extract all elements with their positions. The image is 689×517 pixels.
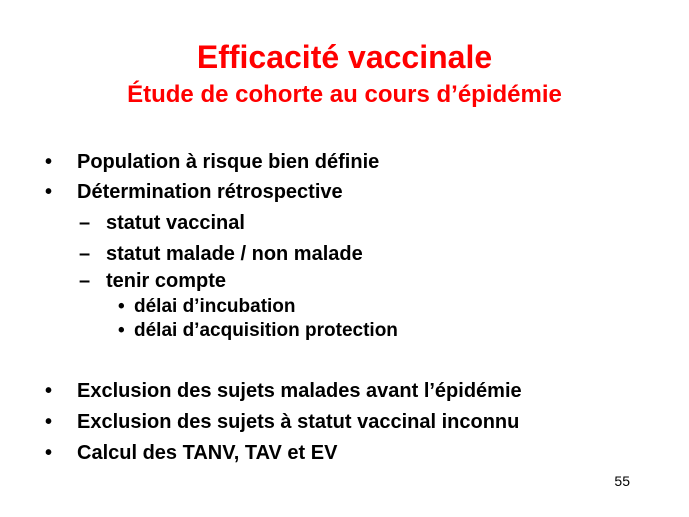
bullet-text: Calcul des TANV, TAV et EV (77, 442, 338, 464)
subsubbullet-text: délai d’incubation (134, 296, 296, 317)
subbullet-item-statut-malade (79, 241, 363, 267)
subbullet-text: statut malade / non malade (106, 243, 363, 265)
bullet-marker: • (45, 380, 53, 402)
slide-title: Efficacité vaccinale (196, 39, 493, 75)
bullet-text: Exclusion des sujets malades avant l’épidémie (77, 380, 522, 402)
bullet-item-exclusion-malades (45, 378, 522, 404)
bullet-text: Population à risque bien définie (77, 151, 380, 173)
bullet-item-population (45, 149, 380, 175)
bullet-item-determination (45, 179, 343, 205)
subbullet-text: statut vaccinal (106, 212, 245, 234)
bullet-item-exclusion-statut (45, 409, 520, 435)
bullet-text: Détermination rétrospective (77, 181, 343, 203)
subsubbullet-item-delai-acquisition (118, 319, 398, 343)
slide-subtitle: Étude de cohorte au cours d’épidémie (127, 81, 562, 108)
bullet-marker: • (45, 442, 53, 464)
bullet-marker: • (45, 181, 53, 203)
bullet-marker: • (45, 151, 53, 173)
subbullet-item-tenir-compte (79, 268, 227, 294)
subsubbullet-text: délai d’acquisition protection (134, 320, 398, 341)
subbullet-marker: – (79, 212, 91, 234)
bullet-marker: • (45, 411, 53, 433)
subbullet-text: tenir compte (106, 270, 227, 292)
subsubbullet-item-delai-incubation (118, 295, 296, 319)
subbullet-marker: – (79, 243, 91, 265)
bullet-item-calcul (45, 440, 338, 466)
subsubbullet-marker: • (118, 296, 125, 317)
subbullet-marker: – (79, 270, 91, 292)
bullet-text: Exclusion des sujets à statut vaccinal inconnu (77, 411, 520, 433)
subbullet-item-statut-vaccinal (79, 210, 245, 236)
page-number: 55 (614, 473, 630, 489)
subsubbullet-marker: • (118, 320, 125, 341)
